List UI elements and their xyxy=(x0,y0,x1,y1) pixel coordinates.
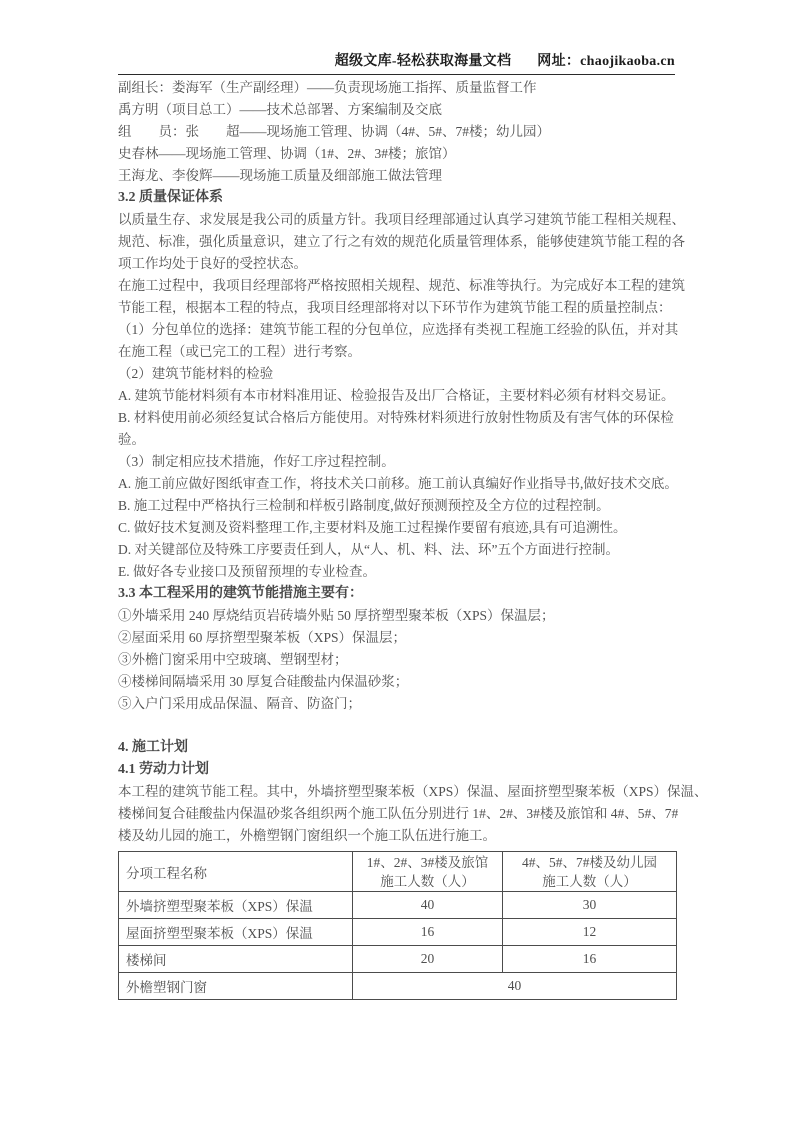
work-item-cell: 楼梯间 xyxy=(119,946,353,973)
count-cell: 20 xyxy=(353,946,503,973)
text-line: 节能工程，根据本工程的特点，我项目经理部将对以下环节作为建筑节能工程的质量控制点： xyxy=(118,300,672,315)
text-line: 史春林——现场施工管理、协调（1#、2#、3#楼；旅馆） xyxy=(118,146,456,161)
text-line: 楼梯间复合硅酸盐内保温砂浆各组织两个施工队伍分别进行 1#、2#、3#楼及旅馆和 4#、5#、7# xyxy=(118,806,679,821)
text-line: 禹方明（项目总工）——技术总部署、方案编制及交底 xyxy=(118,102,442,117)
text-line: ⑤入户门采用成品保温、隔音、防盗门； xyxy=(118,696,361,711)
url-label: 网址： xyxy=(537,54,581,69)
work-item-cell: 外檐塑钢门窗 xyxy=(119,973,353,1000)
text-line: 王海龙、李俊辉——现场施工质量及细部施工做法管理 xyxy=(118,168,442,183)
text-line: 本工程的建筑节能工程。其中，外墙挤塑型聚苯板（XPS）保温、屋面挤塑型聚苯板（XPS）保温、 xyxy=(118,784,708,799)
text-line: 以质量生存、求发展是我公司的质量方针。我项目经理部通过认真学习建筑节能工程相关规程、 xyxy=(118,212,685,227)
table-row xyxy=(119,946,677,973)
table-row xyxy=(119,919,677,946)
column-header-group1-line2: 施工人数（人） xyxy=(380,873,475,889)
count-cell: 12 xyxy=(503,919,677,946)
text-line: 副组长：娄海军（生产副经理）——负责现场施工指挥、质量监督工作 xyxy=(118,80,537,95)
count-cell: 16 xyxy=(503,946,677,973)
work-item-cell: 屋面挤塑型聚苯板（XPS）保温 xyxy=(119,919,353,946)
column-header-group1-line1: 1#、2#、3#楼及旅馆 xyxy=(366,854,489,870)
labor-table-body xyxy=(119,892,677,1000)
work-item-cell: 外墙挤塑型聚苯板（XPS）保温 xyxy=(119,892,353,919)
column-header-group2-line2: 施工人数（人） xyxy=(542,873,637,889)
text-line: 楼及幼儿园的施工，外檐塑钢门窗组织一个施工队伍进行施工。 xyxy=(118,828,496,843)
text-line: 组 员：张 超——现场施工管理、协调（4#、5#、7#楼；幼儿园） xyxy=(118,124,550,139)
text-line: 项工作均处于良好的受控状态。 xyxy=(118,256,307,271)
content-area xyxy=(118,77,708,847)
text-line: 验。 xyxy=(118,432,145,447)
site-url-group xyxy=(537,54,675,69)
table-header-row xyxy=(119,852,677,892)
text-line: 规范、标准，强化质量意识，建立了行之有效的规范化质量管理体系，能够使建筑节能工程的各 xyxy=(118,234,685,249)
column-header-work-item: 分项工程名称 xyxy=(119,852,353,892)
blank-line xyxy=(118,715,680,737)
count-cell: 30 xyxy=(503,892,677,919)
text-line: A. 建筑节能材料须有本市材料准用证、检验报告及出厂合格证，主要材料必须有材料交易证。 xyxy=(118,388,675,403)
count-cell: 16 xyxy=(353,919,503,946)
column-header-group1 xyxy=(353,852,503,892)
table-row xyxy=(119,892,677,919)
text-line: E. 做好各专业接口及预留预埋的专业检查。 xyxy=(118,564,376,579)
text-line: A. 施工前应做好图纸审查工作，将技术关口前移。施工前认真编好作业指导书,做好技术交底。 xyxy=(118,476,678,491)
text-line: ③外檐门窗采用中空玻璃、塑钢型材； xyxy=(118,652,348,667)
text-line: C. 做好技术复测及资料整理工作,主要材料及施工过程操作要留有痕迹,具有可追溯性。 xyxy=(118,520,627,535)
column-header-group2-line1: 4#、5#、7#楼及幼儿园 xyxy=(522,854,657,870)
text-line: 在施工程（或已完工的工程）进行考察。 xyxy=(118,344,361,359)
text-line: B. 施工过程中严格执行三检制和样板引路制度,做好预测预控及全方位的过程控制。 xyxy=(118,498,610,513)
page-header xyxy=(118,50,675,75)
count-cell: 40 xyxy=(353,892,503,919)
column-header-group2 xyxy=(503,852,677,892)
text-line: B. 材料使用前必须经复试合格后方能使用。对特殊材料须进行放射性物质及有害气体的环保检 xyxy=(118,410,674,425)
text-line: （2）建筑节能材料的检验 xyxy=(118,366,274,381)
site-brand-text: 超级文库-轻松获取海量文档 xyxy=(334,54,512,69)
table-row xyxy=(119,973,677,1000)
section-heading: 4.1 劳动力计划 xyxy=(118,762,209,777)
section-heading: 4. 施工计划 xyxy=(118,740,188,755)
section-heading: 3.3 本工程采用的建筑节能措施主要有： xyxy=(118,586,363,601)
site-url: chaojikaoba.cn xyxy=(580,54,675,69)
text-line: D. 对关键部位及特殊工序要责任到人，从“人、机、料、法、环”五个方面进行控制。 xyxy=(118,542,619,557)
text-line: 在施工过程中，我项目经理部将严格按照相关规程、规范、标准等执行。为完成好本工程的建筑 xyxy=(118,278,685,293)
section-heading: 3.2 质量保证体系 xyxy=(118,190,223,205)
text-line: ①外墙采用 240 厚烧结页岩砖墙外贴 50 厚挤塑型聚苯板（XPS）保温层； xyxy=(118,608,555,623)
text-line: ④楼梯间隔墙采用 30 厚复合硅酸盐内保温砂浆； xyxy=(118,674,409,689)
labor-plan-table xyxy=(118,851,677,1000)
text-line: （1）分包单位的选择：建筑节能工程的分包单位，应选择有类视工程施工经验的队伍，并对其 xyxy=(118,322,679,337)
text-line: （3）制定相应技术措施，作好工序过程控制。 xyxy=(118,454,395,469)
merged-count-cell: 40 xyxy=(353,973,677,1000)
text-line: ②屋面采用 60 厚挤塑型聚苯板（XPS）保温层； xyxy=(118,630,407,645)
